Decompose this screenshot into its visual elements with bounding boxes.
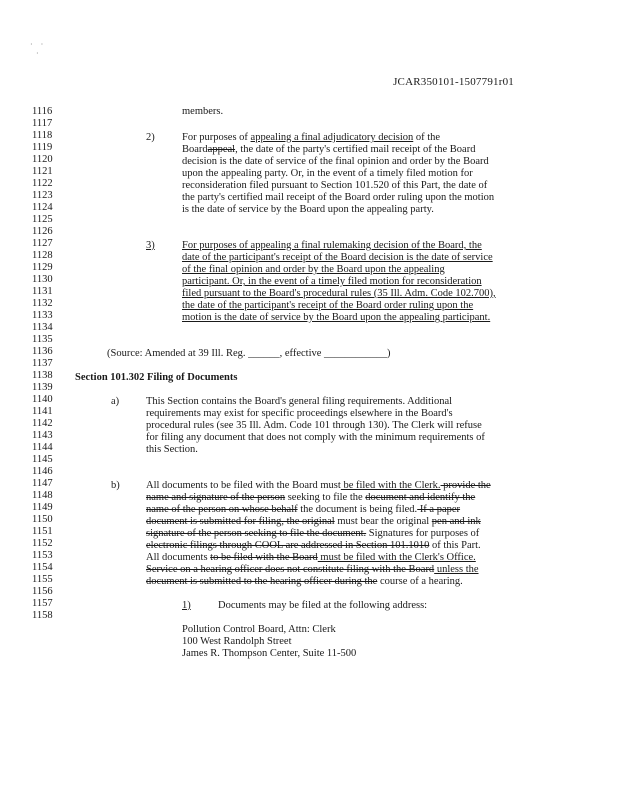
line-number: 1158	[32, 610, 53, 621]
text-line-1127: date of the participant's receipt of the Board decision is the date of service	[182, 252, 493, 263]
text-line-1130: filed pursuant to the Board's procedural rules (35 Ill. Adm. Code 102.700),	[182, 288, 496, 299]
line-number: 1133	[32, 310, 53, 321]
item-a-marker: a)	[111, 396, 120, 407]
text-line-1123: the party's certified mail receipt of the Board order ruling upon the motion	[182, 192, 495, 203]
line-number: 1141	[32, 406, 53, 417]
line-number: 1150	[32, 514, 53, 525]
text-line-1150: All documents to be filed with the Board must be filed with the Clerk's Office.	[146, 552, 476, 563]
line-number: 1136	[32, 346, 53, 357]
line-number: 1130	[32, 274, 53, 285]
line-number: 1143	[32, 430, 53, 441]
text-line-1141: for filing any document that does not comply with the minimum requirements of	[146, 432, 485, 443]
line-number: 1137	[32, 358, 53, 369]
line-number: 1127	[32, 238, 53, 249]
line-number: 1126	[32, 226, 53, 237]
text-line-1119: Boardappeal, the date of the party's certified mail receipt of the Board	[182, 144, 476, 155]
line-number: 1122	[32, 178, 53, 189]
text-line-1144: All documents to be filed with the Board must be filed with the Clerk. provide the	[146, 480, 491, 491]
text-line-1152: document is submitted to the hearing officer during the course of a hearing.	[146, 576, 463, 587]
address-line-1: Pollution Control Board, Attn: Clerk	[182, 624, 336, 635]
line-number: 1118	[32, 130, 53, 141]
line-number: 1155	[32, 574, 53, 585]
text-line-1142: this Section.	[146, 444, 198, 455]
line-number: 1138	[32, 370, 53, 381]
line-number: 1149	[32, 502, 53, 513]
line-number: 1152	[32, 538, 53, 549]
line-number: 1128	[32, 250, 53, 261]
address-line-3: James R. Thompson Center, Suite 11-500	[182, 648, 357, 659]
scan-specks: · · ·	[30, 40, 44, 58]
text-line-1145: name and signature of the person seeking to file the document and identify the	[146, 492, 476, 503]
source-note: (Source: Amended at 39 Ill. Reg. ______, effective ____________)	[107, 348, 391, 359]
line-number: 1146	[32, 466, 53, 477]
text-line-1148: signature of the person seeking to file the document. Signatures for purposes of	[146, 528, 480, 539]
text-line-1138: This Section contains the Board's general filing requirements. Additional	[146, 396, 453, 407]
item-2-marker: 2)	[146, 132, 155, 143]
line-number: 1139	[32, 382, 53, 393]
line-number: 1121	[32, 166, 53, 177]
text-line-1116: members.	[182, 106, 224, 117]
line-number: 1153	[32, 550, 53, 561]
text-line-1140: procedural rules (see 35 Ill. Adm. Code 101 through 130). The Clerk will refuse	[146, 420, 482, 431]
line-number: 1134	[32, 322, 53, 333]
line-number: 1123	[32, 190, 53, 201]
line-number: 1154	[32, 562, 53, 573]
line-number: 1144	[32, 442, 53, 453]
line-number: 1140	[32, 394, 53, 405]
line-number: 1135	[32, 334, 53, 345]
line-number: 1120	[32, 154, 53, 165]
text-line-1121: upon the appealing party. Or, in the event of a timely filed motion for	[182, 168, 473, 179]
document-id: JCAR350101-1507791r01	[393, 76, 514, 88]
address-line-2: 100 West Randolph Street	[182, 636, 292, 647]
item-b-marker: b)	[111, 480, 120, 491]
line-number: 1148	[32, 490, 53, 501]
text-line-1146: name of the person on whose behalf the document is being filed. If a paper	[146, 504, 461, 515]
line-number: 1145	[32, 454, 53, 465]
line-number: 1156	[32, 586, 53, 597]
line-number: 1124	[32, 202, 53, 213]
text-line-1124: is the date of service by the Board upon the appealing party.	[182, 204, 434, 215]
item-3-marker: 3)	[146, 240, 155, 251]
line-number: 1132	[32, 298, 53, 309]
text-line-1128: of the final opinion and order by the Board upon the appealing	[182, 264, 445, 275]
text-line-1118: For purposes of appealing a final adjudicatory decision of the	[182, 132, 441, 143]
text-line-1154: Documents may be filed at the following address:	[218, 600, 428, 611]
line-number: 1119	[32, 142, 53, 153]
text-line-1131: the date of the participant's receipt of the Board order ruling upon the	[182, 300, 474, 311]
text-line-1129: participant. Or, in the event of a timely filed motion for reconsideration	[182, 276, 482, 287]
text-line-1139: requirements may exist for specific proceedings elsewhere in the Board's	[146, 408, 453, 419]
text-line-1122: reconsideration filed pursuant to Section 101.520 of this Part, the date of	[182, 180, 488, 191]
line-number: 1125	[32, 214, 53, 225]
line-number: 1131	[32, 286, 53, 297]
line-number: 1151	[32, 526, 53, 537]
line-number: 1116	[32, 106, 53, 117]
line-number: 1117	[32, 118, 53, 129]
line-number: 1147	[32, 478, 53, 489]
text-line-1132: motion is the date of service by the Board upon the appealing participant.	[182, 312, 491, 323]
line-number: 1129	[32, 262, 53, 273]
section-heading: Section 101.302 Filing of Documents	[75, 372, 238, 383]
text-line-1126: For purposes of appealing a final rulemaking decision of the Board, the	[182, 240, 482, 251]
text-line-1147: document is submitted for filing, the original must bear the original pen and ink	[146, 516, 481, 527]
text-line-1120: decision is the date of service of the final opinion and order by the Board	[182, 156, 489, 167]
item-1-marker: 1)	[182, 600, 191, 611]
text-line-1151: Service on a hearing officer does not constitute filing with the Board unless the	[146, 564, 479, 575]
text-line-1149: electronic filings through COOL are addressed in Section 101.1010 of this Part.	[146, 540, 481, 551]
line-number: 1157	[32, 598, 53, 609]
line-number: 1142	[32, 418, 53, 429]
